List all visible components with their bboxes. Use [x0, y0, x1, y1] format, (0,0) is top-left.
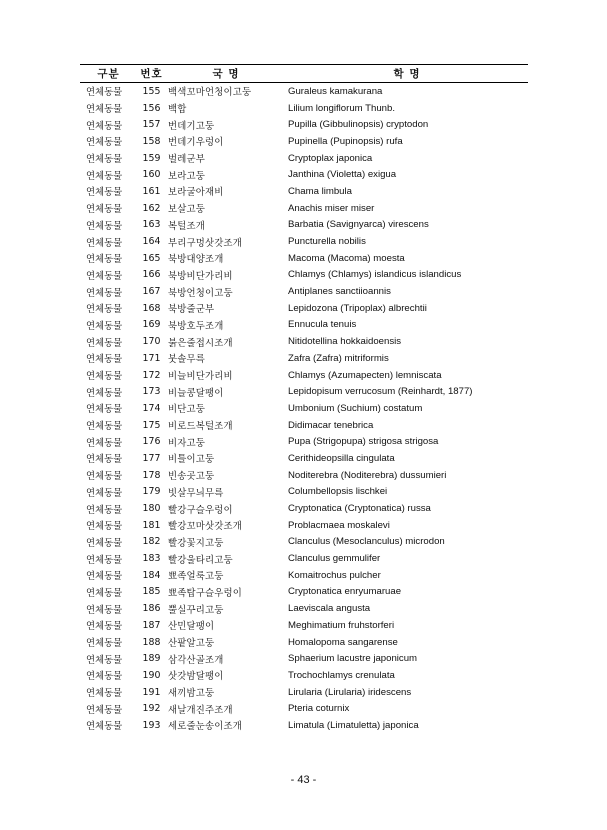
cell-scientific-name: Puncturella nobilis [288, 236, 366, 248]
table-row [80, 100, 528, 117]
cell-category: 연체동물 [86, 437, 123, 449]
cell-number: 188 [142, 636, 161, 648]
cell-category: 연체동물 [86, 688, 123, 700]
cell-scientific-name: Cerithideopsilla cingulata [288, 452, 395, 464]
table-row [80, 567, 528, 584]
cell-korean-name: 산민달팽이 [168, 621, 215, 633]
cell-category: 연체동물 [86, 504, 123, 516]
cell-category: 연체동물 [86, 237, 123, 249]
cell-category: 연체동물 [86, 471, 123, 483]
cell-category: 연체동물 [86, 371, 123, 383]
cell-number: 178 [142, 469, 161, 481]
cell-number: 190 [142, 669, 161, 681]
cell-korean-name: 빈송곳고둥 [168, 471, 215, 483]
cell-scientific-name: Ennucula tenuis [288, 319, 357, 331]
cell-number: 171 [142, 352, 161, 364]
cell-number: 179 [142, 486, 161, 498]
cell-korean-name: 번데기우렁이 [168, 137, 224, 149]
header-number: 번호 [137, 65, 166, 83]
table-row [80, 517, 528, 534]
cell-scientific-name: Trochochlamys crenulata [288, 669, 395, 681]
cell-number: 168 [142, 302, 161, 314]
cell-korean-name: 백합 [168, 104, 187, 116]
cell-category: 연체동물 [86, 120, 123, 132]
cell-scientific-name: Lepidopisum verrucosum (Reinhardt, 1877) [288, 386, 473, 398]
table-row [80, 650, 528, 667]
table-row [80, 350, 528, 367]
cell-korean-name: 삼각산골조개 [168, 654, 224, 666]
cell-number: 177 [142, 452, 161, 464]
cell-category: 연체동물 [86, 454, 123, 466]
table-row [80, 183, 528, 200]
cell-scientific-name: Limatula (Limatuletta) japonica [288, 719, 419, 731]
cell-scientific-name: Sphaerium lacustre japonicum [288, 653, 418, 665]
table-row [80, 317, 528, 334]
table-row [80, 166, 528, 183]
table-row [80, 200, 528, 217]
header-row [80, 65, 528, 83]
cell-category: 연체동물 [86, 104, 123, 116]
cell-category: 연체동물 [86, 587, 123, 599]
cell-scientific-name: Guraleus kamakurana [288, 85, 383, 97]
cell-scientific-name: Lilium longiflorum Thunb. [288, 102, 396, 114]
cell-scientific-name: Cryptonatica (Cryptonatica) russa [288, 503, 431, 515]
cell-number: 163 [142, 219, 161, 231]
cell-category: 연체동물 [86, 287, 123, 299]
table-row [80, 400, 528, 417]
cell-number: 173 [142, 386, 161, 398]
cell-category: 연체동물 [86, 537, 123, 549]
table-row [80, 417, 528, 434]
cell-scientific-name: Problacmaea moskalevi [288, 519, 390, 531]
table-row [80, 550, 528, 567]
cell-scientific-name: Didimacar tenebrica [288, 419, 374, 431]
cell-category: 연체동물 [86, 220, 123, 232]
table-row [80, 116, 528, 133]
cell-korean-name: 새날개진주조개 [168, 704, 233, 716]
cell-scientific-name: Cryptonatica enryumaruae [288, 586, 402, 598]
cell-number: 191 [142, 686, 161, 698]
cell-number: 187 [142, 619, 161, 631]
cell-number: 174 [142, 402, 161, 414]
cell-number: 162 [142, 202, 161, 214]
cell-korean-name: 비늘콩달팽이 [168, 387, 224, 399]
table-row [80, 684, 528, 701]
cell-category: 연체동물 [86, 187, 123, 199]
cell-number: 165 [142, 252, 161, 264]
table-row [80, 484, 528, 501]
cell-scientific-name: Pupinella (Pupinopsis) rufa [288, 135, 403, 147]
table-row [80, 367, 528, 384]
cell-scientific-name: Macoma (Macoma) moesta [288, 252, 405, 264]
cell-number: 182 [142, 536, 161, 548]
cell-korean-name: 뾰족얼룩고둥 [168, 571, 224, 583]
cell-number: 169 [142, 319, 161, 331]
cell-korean-name: 번데기고둥 [168, 120, 215, 132]
cell-scientific-name: Lirularia (Lirularia) iridescens [288, 686, 412, 698]
cell-korean-name: 빨강꽃지고둥 [168, 537, 224, 549]
cell-scientific-name: Chama limbula [288, 185, 352, 197]
table-row [80, 467, 528, 484]
cell-number: 175 [142, 419, 161, 431]
cell-category: 연체동물 [86, 320, 123, 332]
cell-category: 연체동물 [86, 154, 123, 166]
cell-number: 193 [142, 719, 161, 731]
cell-scientific-name: Barbatia (Savignyarca) virescens [288, 219, 429, 231]
cell-category: 연체동물 [86, 671, 123, 683]
table-row [80, 450, 528, 467]
species-table [80, 64, 528, 734]
cell-korean-name: 새끼밤고둥 [168, 688, 215, 700]
cell-scientific-name: Pteria coturnix [288, 703, 350, 715]
table-row [80, 283, 528, 300]
cell-korean-name: 붉은줄접시조개 [168, 337, 233, 349]
cell-number: 157 [142, 119, 161, 131]
cell-number: 158 [142, 135, 161, 147]
cell-korean-name: 뾰족탑구슬우렁이 [168, 587, 243, 599]
table-body [80, 83, 528, 734]
cell-number: 184 [142, 569, 161, 581]
table-row [80, 300, 528, 317]
cell-category: 연체동물 [86, 204, 123, 216]
table-row [80, 83, 528, 100]
cell-category: 연체동물 [86, 387, 123, 399]
cell-korean-name: 빨강꼬마삿갓조개 [168, 521, 243, 533]
cell-korean-name: 보라고둥 [168, 170, 206, 182]
cell-number: 156 [142, 102, 161, 114]
cell-category: 연체동물 [86, 721, 123, 733]
cell-scientific-name: Zafra (Zafra) mitriformis [288, 352, 389, 364]
cell-scientific-name: Janthina (Violetta) exigua [288, 169, 397, 181]
cell-category: 연체동물 [86, 270, 123, 282]
cell-scientific-name: Meghimatium fruhstorferi [288, 619, 395, 631]
cell-number: 192 [142, 703, 161, 715]
cell-number: 167 [142, 286, 161, 298]
cell-category: 연체동물 [86, 521, 123, 533]
cell-category: 연체동물 [86, 170, 123, 182]
cell-korean-name: 붓솔무륵 [168, 354, 206, 366]
cell-korean-name: 빗살무늬무륵 [168, 487, 224, 499]
cell-korean-name: 세로줄눈송이조개 [168, 721, 243, 733]
table-row [80, 667, 528, 684]
cell-korean-name: 빨강울타리고둥 [168, 554, 233, 566]
table-row [80, 150, 528, 167]
cell-scientific-name: Nitidotellina hokkaidoensis [288, 336, 402, 348]
cell-korean-name: 북방언청이고둥 [168, 287, 233, 299]
cell-korean-name: 보라굴아재비 [168, 187, 224, 199]
table-row [80, 233, 528, 250]
table-row [80, 617, 528, 634]
cell-korean-name: 복털조개 [168, 220, 206, 232]
cell-category: 연체동물 [86, 621, 123, 633]
table-row [80, 634, 528, 651]
cell-category: 연체동물 [86, 704, 123, 716]
table-header [80, 65, 528, 83]
cell-scientific-name: Pupilla (Gibbulinopsis) cryptodon [288, 119, 429, 131]
cell-scientific-name: Cryptoplax japonica [288, 152, 373, 164]
cell-number: 166 [142, 269, 161, 281]
cell-category: 연체동물 [86, 254, 123, 266]
table-row [80, 267, 528, 284]
cell-scientific-name: Komaitrochus pulcher [288, 569, 381, 581]
cell-korean-name: 북방대양조개 [168, 254, 224, 266]
header-category: 구분 [80, 65, 137, 83]
cell-scientific-name: Clanculus gemmulifer [288, 553, 381, 565]
cell-korean-name: 북방호두조개 [168, 320, 224, 332]
cell-number: 161 [142, 185, 161, 197]
table-row [80, 383, 528, 400]
table-row [80, 333, 528, 350]
table-row [80, 500, 528, 517]
cell-number: 186 [142, 603, 161, 615]
cell-korean-name: 빨강구슬우렁이 [168, 504, 233, 516]
cell-scientific-name: Chlamys (Chlamys) islandicus islandicus [288, 269, 462, 281]
cell-scientific-name: Pupa (Strigopupa) strigosa strigosa [288, 436, 439, 448]
header-korean-name: 국 명 [166, 65, 286, 83]
cell-category: 연체동물 [86, 404, 123, 416]
cell-scientific-name: Anachis miser miser [288, 202, 375, 214]
cell-number: 170 [142, 336, 161, 348]
cell-number: 164 [142, 236, 161, 248]
cell-category: 연체동물 [86, 571, 123, 583]
cell-korean-name: 삿갓밤달팽이 [168, 671, 224, 683]
cell-korean-name: 비로드복털조개 [168, 421, 233, 433]
cell-korean-name: 비자고둥 [168, 437, 206, 449]
header-scientific-name: 학 명 [286, 65, 528, 83]
table-row [80, 433, 528, 450]
cell-korean-name: 비틀이고둥 [168, 454, 215, 466]
table-row [80, 700, 528, 717]
cell-number: 189 [142, 653, 161, 665]
cell-category: 연체동물 [86, 337, 123, 349]
cell-number: 160 [142, 169, 161, 181]
cell-scientific-name: Lepidozona (Tripoplax) albrechtii [288, 302, 427, 314]
cell-scientific-name: Umbonium (Suchium) costatum [288, 402, 423, 414]
cell-korean-name: 뿔실꾸리고둥 [168, 604, 224, 616]
cell-korean-name: 백색꼬마언청이고둥 [168, 87, 252, 99]
cell-category: 연체동물 [86, 604, 123, 616]
cell-korean-name: 벌레군부 [168, 154, 206, 166]
cell-category: 연체동물 [86, 654, 123, 666]
cell-category: 연체동물 [86, 421, 123, 433]
table-row [80, 717, 528, 734]
cell-category: 연체동물 [86, 354, 123, 366]
species-list-sheet [80, 64, 528, 734]
cell-number: 172 [142, 369, 161, 381]
table-row [80, 217, 528, 234]
cell-korean-name: 북방줄군부 [168, 304, 215, 316]
page-number: - 43 - [290, 774, 317, 786]
cell-korean-name: 비늘비단가리비 [168, 371, 233, 383]
cell-scientific-name: Antiplanes sanctiioannis [288, 286, 391, 298]
cell-number: 159 [142, 152, 161, 164]
cell-number: 176 [142, 436, 161, 448]
cell-scientific-name: Noditerebra (Noditerebra) dussumieri [288, 469, 447, 481]
table-row [80, 250, 528, 267]
cell-korean-name: 보살고둥 [168, 204, 206, 216]
cell-number: 183 [142, 553, 161, 565]
table-row [80, 600, 528, 617]
cell-korean-name: 부리구멍삿갓조개 [168, 237, 243, 249]
cell-category: 연체동물 [86, 487, 123, 499]
table-row [80, 584, 528, 601]
cell-category: 연체동물 [86, 304, 123, 316]
table-row [80, 133, 528, 150]
cell-number: 185 [142, 586, 161, 598]
cell-category: 연체동물 [86, 87, 123, 99]
cell-number: 180 [142, 503, 161, 515]
cell-number: 155 [142, 85, 161, 97]
cell-korean-name: 산팥알고둥 [168, 638, 215, 650]
cell-scientific-name: Homalopoma sangarense [288, 636, 398, 648]
cell-scientific-name: Laeviscala angusta [288, 603, 371, 615]
cell-korean-name: 북방비단가리비 [168, 270, 233, 282]
table-row [80, 534, 528, 551]
cell-scientific-name: Clanculus (Mesoclanculus) microdon [288, 536, 445, 548]
cell-category: 연체동물 [86, 554, 123, 566]
cell-number: 181 [142, 519, 161, 531]
cell-category: 연체동물 [86, 638, 123, 650]
cell-scientific-name: Chlamys (Azumapecten) lemniscata [288, 369, 442, 381]
cell-category: 연체동물 [86, 137, 123, 149]
cell-scientific-name: Columbellopsis lischkei [288, 486, 388, 498]
cell-korean-name: 비단고둥 [168, 404, 206, 416]
